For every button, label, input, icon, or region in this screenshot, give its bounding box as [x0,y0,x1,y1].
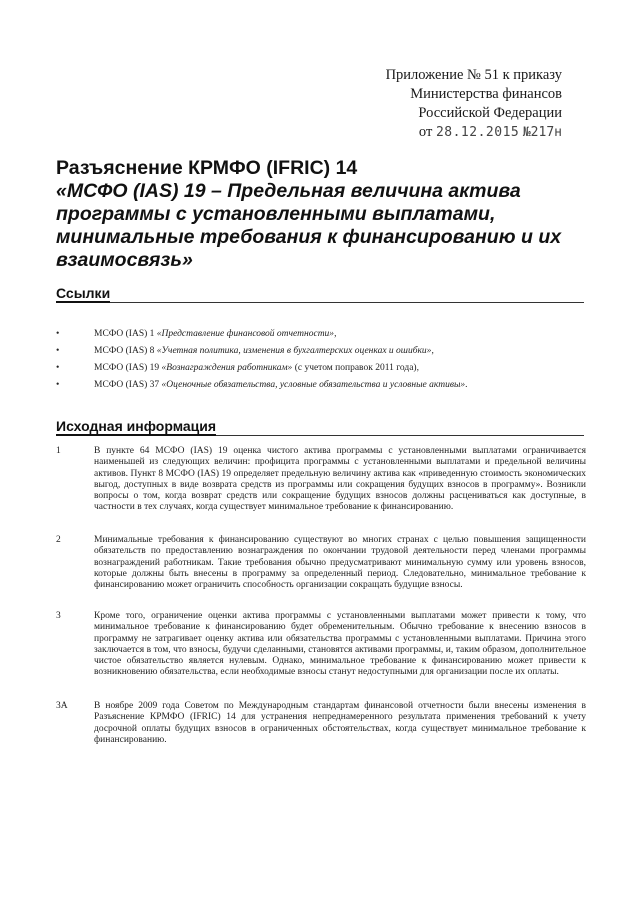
reference-suffix: (с учетом поправок 2011 года), [292,363,419,373]
references-heading-label: Ссылки [56,285,111,301]
appendix-line-1: Приложение № 51 к приказу [385,67,562,83]
bullet-icon: • [56,363,60,373]
paragraph-number: 3A [56,701,68,711]
reference-standard: МСФО (IAS) 37 [94,380,162,390]
bullet-icon: • [56,380,60,390]
reference-text [94,379,468,391]
paragraph-text: Минимальные требования к финансированию существуют во многих странах с целью повышения защищенности обязательств по предоставлению вознаграждения по окончании трудовой деятельности перед членами программы вознаграждений работникам. Такие требования обычно предусматривают минимальную сумму или уровень взносов, которые должны быть внесены в программу за определенный период. Следовательно, минимальное требование к финансированию может ограничить способность организации сокращать будущие взносы. [94,535,586,591]
title-line-2: «МСФО (IAS) 19 – Предельная величина актива программы с установленными выплатами, минимальные требования к финансированию и их взаимосвязь» [56,180,562,271]
background-heading-label: Исходная информация [56,418,217,434]
paragraph-number: 2 [56,535,61,545]
background-heading [56,418,584,436]
reference-suffix: , [431,346,434,356]
reference-suffix: , [334,329,337,339]
reference-standard: МСФО (IAS) 8 [94,346,157,356]
reference-text [94,345,434,357]
paragraph [56,535,586,591]
paragraph [56,611,586,679]
paragraph-text: Кроме того, ограничение оценки актива программы с установленными выплатами может привести к тому, что минимальное требование к финансированию будет обременительным. Обычно требование к внесению взносов в программу не затрагивает оценку актива или обязательства программы с установленными выплатами. Причина этого заключается в том, что взносы, будучи сделанными, становятся активами программы, и, таким образом, дополнительное чистое обязательство является нулевым. Однако, минимальное требование к финансированию может привести к возникновению обязательства, если необходимые взносы станут недоступными для организации после их оплаты. [94,611,586,678]
title-line-1: Разъяснение КРМФО (IFRIC) 14 [56,157,358,179]
appendix-block [386,66,562,142]
paragraph-number: 1 [56,446,61,456]
paragraph-text: В ноябре 2009 года Советом по Международным стандартам финансовой отчетности были внесены изменения в Разъяснение КРМФО (IFRIC) 14 для устранения непреднамеренного результата применения требований к учету досрочной оплаты будущих взносов в ограниченных обстоятельствах, когда существует минимальное требование к финансированию. [94,701,586,745]
reference-standard: МСФО (IAS) 19 [94,363,162,373]
reference-item [56,345,584,362]
bullet-icon: • [56,346,60,356]
paragraph [56,446,586,514]
reference-standard: МСФО (IAS) 1 [94,329,157,339]
appendix-date-line [386,123,562,142]
paragraph-text: В пункте 64 МСФО (IAS) 19 оценка чистого актива программы с установленными выплатами ограничивается наименьшей из следующих величин: профицита программы с установленными выплатами и предельной величины активов. Пункт 8 МСФО (IAS) 19 определяет предельную величину актива как «приведенную стоимость экономических выгод, доступных в виде возврата средств из программы или сокращения будущих взносов в программу». Возникли вопросы о том, когда возврат средств или сокращение будущих взносов должны расцениваться как доступные, в частности в тех случаях, когда существует минимальное требование к финансированию. [94,446,586,513]
appendix-date-prefix: от [418,124,433,140]
appendix-line-2: Министерства финансов [410,86,562,102]
reference-title: «Оценочные обязательства, условные обязательства и условные активы» [161,380,466,390]
reference-title: «Представление финансовой отчетности» [156,329,335,339]
appendix-date: 28.12.2015 [435,125,520,140]
reference-item [56,362,584,379]
reference-title: «Учетная политика, изменения в бухгалтерских оценках и ошибки» [156,346,432,356]
reference-text [94,328,336,340]
paragraph [56,701,586,746]
appendix-order-number: №217н [522,125,562,140]
reference-suffix: . [465,380,468,390]
references-heading [56,285,584,303]
reference-item [56,379,584,396]
document-title [56,157,596,272]
references-list [56,328,584,396]
bullet-icon: • [56,329,60,339]
reference-text [94,362,419,374]
paragraph-number: 3 [56,611,61,621]
appendix-line-3: Российской Федерации [418,105,562,121]
reference-item [56,328,584,345]
reference-title: «Вознаграждения работникам» [161,363,293,373]
